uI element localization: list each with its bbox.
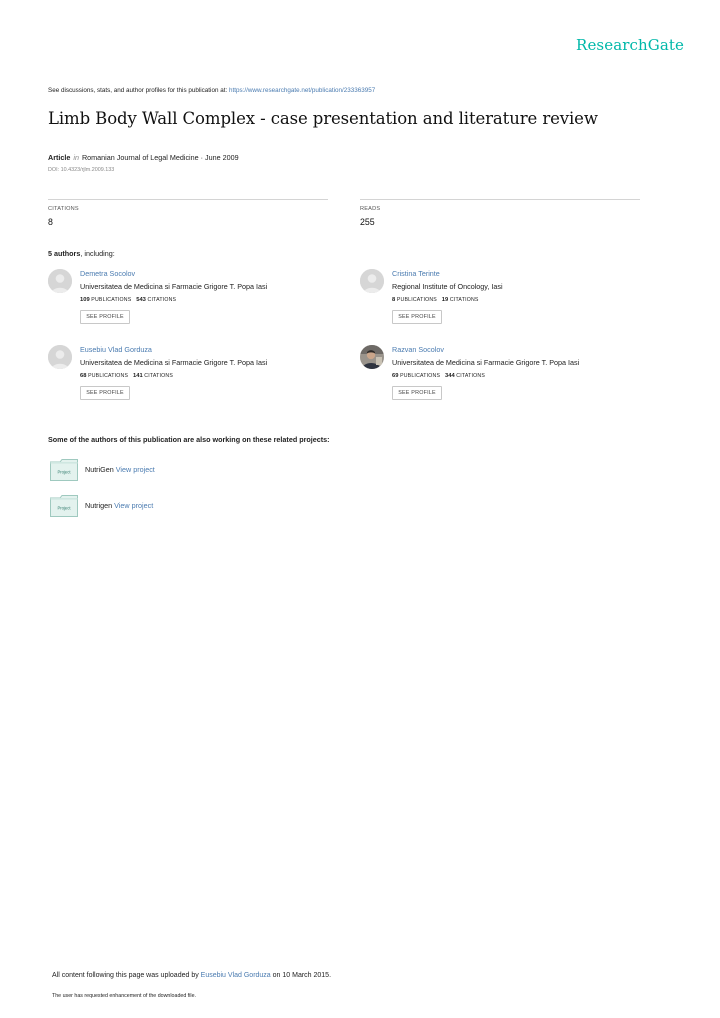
author-name-link[interactable]: Eusebiu Vlad Gorduza (80, 345, 152, 354)
citations-label: CITATIONS (144, 373, 173, 379)
publications-label: PUBLICATIONS (400, 373, 441, 379)
reads-value: 255 (360, 217, 375, 227)
see-profile-button[interactable]: SEE PROFILE (80, 386, 130, 400)
project-folder-icon[interactable] (50, 495, 78, 517)
author-citations-count: 344 (445, 373, 455, 379)
upload-suffix: on 10 March 2015. (270, 972, 332, 979)
project-text (85, 501, 153, 510)
author-institution: Universitatea de Medicina si Farmacie Grigore T. Popa Iasi (392, 358, 580, 367)
author-card (360, 345, 660, 415)
author-card (48, 269, 348, 339)
author-stats (80, 297, 176, 303)
reads-label: READS (360, 206, 381, 212)
view-project-link[interactable]: View project (115, 465, 155, 474)
project-folder-label: Project (57, 505, 71, 511)
project-row (50, 495, 350, 519)
author-stats (392, 297, 479, 303)
article-title: Limb Body Wall Complex - case presentation and literature review (48, 109, 598, 128)
author-institution: Universitatea de Medicina si Farmacie Grigore T. Popa Iasi (80, 282, 268, 291)
author-stats (80, 373, 173, 379)
authors-count: 5 authors (48, 249, 81, 258)
author-name-link[interactable]: Razvan Socolov (392, 345, 444, 354)
authors-suffix: , including: (80, 249, 115, 258)
in-word: in (73, 153, 79, 162)
author-institution: Regional Institute of Oncology, Iasi (392, 282, 503, 291)
author-card (360, 269, 660, 339)
article-doi: DOI: 10.4323/rjlm.2009.133 (48, 167, 115, 173)
citations-label: CITATIONS (147, 297, 177, 303)
author-publications-count: 68 (80, 373, 87, 379)
authors-heading (48, 249, 115, 258)
upload-footer (52, 972, 331, 979)
default-avatar-icon[interactable] (48, 345, 72, 369)
author-citations-count: 19 (441, 297, 449, 303)
reads-divider (360, 199, 640, 200)
author-publications-count: 8 (392, 297, 396, 303)
author-stats (392, 373, 485, 379)
view-project-link[interactable]: View project (114, 501, 154, 510)
project-folder-icon[interactable] (50, 459, 78, 481)
author-citations-count: 141 (133, 373, 143, 379)
see-profile-button[interactable]: SEE PROFILE (392, 310, 442, 324)
publications-label: PUBLICATIONS (396, 297, 437, 303)
project-folder-label: Project (57, 469, 71, 475)
publications-label: PUBLICATIONS (91, 297, 132, 303)
project-row (50, 459, 350, 483)
article-type: Article (48, 153, 71, 162)
photo-avatar[interactable] (360, 345, 384, 369)
researchgate-logo[interactable]: ResearchGate (576, 36, 684, 54)
citations-value: 8 (48, 217, 53, 227)
citations-divider (48, 199, 328, 200)
author-name-link[interactable]: Cristina Terinte (392, 269, 440, 278)
author-institution: Universitatea de Medicina si Farmacie Grigore T. Popa Iasi (80, 358, 268, 367)
citations-label: CITATIONS (48, 206, 79, 212)
project-name: NutriGen (85, 465, 114, 474)
article-meta (48, 153, 239, 162)
author-publications-count: 109 (80, 297, 90, 303)
see-discussions-line (48, 87, 375, 94)
journal-date: Romanian Journal of Legal Medicine · June 2009 (81, 153, 239, 162)
author-name-link[interactable]: Demetra Socolov (80, 269, 136, 278)
default-avatar-icon[interactable] (360, 269, 384, 293)
project-text (85, 465, 155, 474)
project-name: Nutrigen (85, 501, 113, 510)
citations-label: CITATIONS (449, 297, 479, 303)
uploader-link[interactable]: Eusebiu Vlad Gorduza (200, 972, 271, 979)
publication-url-link[interactable]: https://www.researchgate.net/publication/233363957 (228, 87, 376, 94)
citations-label: CITATIONS (456, 373, 485, 379)
upload-prefix: All content following this page was uploaded by (52, 972, 201, 979)
publications-label: PUBLICATIONS (88, 373, 129, 379)
enhancement-note: The user has requested enhancement of the downloaded file. (52, 993, 196, 999)
see-discussions-text: See discussions, stats, and author profiles for this publication at: (48, 87, 229, 94)
author-publications-count: 69 (392, 373, 399, 379)
see-profile-button[interactable]: SEE PROFILE (80, 310, 130, 324)
see-profile-button[interactable]: SEE PROFILE (392, 386, 442, 400)
default-avatar-icon[interactable] (48, 269, 72, 293)
author-citations-count: 543 (136, 297, 146, 303)
author-card (48, 345, 348, 415)
related-projects-heading: Some of the authors of this publication are also working on these related projects: (48, 435, 330, 444)
